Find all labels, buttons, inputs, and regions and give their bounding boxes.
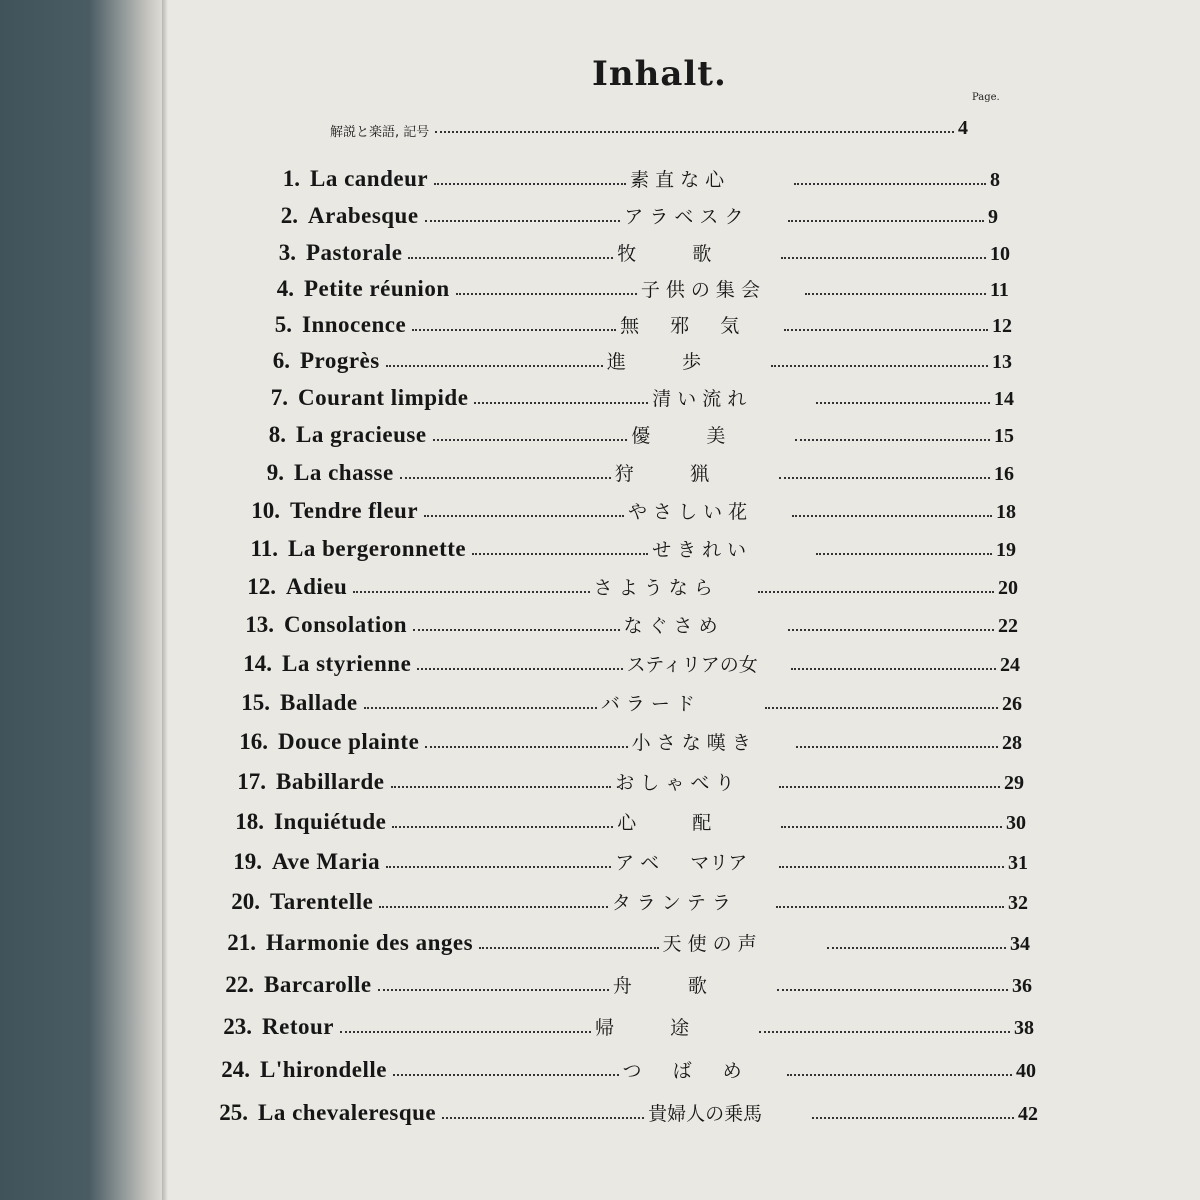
toc-entry [244, 304, 1014, 338]
page-number: 19 [996, 539, 1016, 561]
dot-leader [779, 786, 1000, 788]
book-binding [0, 0, 162, 1200]
dot-leader [424, 515, 624, 517]
toc-entry [218, 490, 1018, 524]
document-page [162, 0, 1200, 1200]
entry-japanese-title: 狩 猟 [614, 463, 709, 485]
entry-japanese-title: 無 邪 気 [620, 315, 740, 337]
dot-leader [474, 402, 648, 404]
dot-leader [781, 826, 1002, 828]
dot-leader [779, 866, 1004, 868]
page-number: 32 [1008, 892, 1029, 914]
entry-number: 16. [239, 729, 268, 754]
toc-entry [202, 801, 1028, 835]
toc-entry [198, 881, 1030, 915]
dot-leader [413, 629, 619, 631]
toc-entry [248, 232, 1012, 266]
entry-title: Babillarde [276, 769, 385, 794]
entry-number: 19. [233, 849, 262, 874]
dot-leader [434, 183, 626, 185]
page-number: 40 [1016, 1060, 1036, 1082]
entry-title: La gracieuse [296, 422, 427, 447]
intro-label: 解説と楽語, 記号 [330, 125, 430, 140]
page-column-label: Page. [972, 92, 1000, 103]
entry-title: La bergeronnette [288, 536, 467, 561]
dot-leader [788, 220, 984, 222]
dot-leader [408, 257, 613, 259]
entry-number: 3. [278, 240, 296, 265]
entry-title: La candeur [310, 166, 429, 191]
entry-title: Retour [262, 1014, 334, 1039]
dot-leader [758, 591, 994, 593]
dot-leader [795, 439, 990, 441]
page-number: 10 [990, 243, 1010, 265]
dot-leader [794, 183, 986, 185]
entry-number: 4. [276, 276, 294, 301]
toc-entry [194, 922, 1032, 956]
entry-japanese-title: つ ば め [622, 1060, 742, 1082]
entry-title: La styrienne [282, 651, 412, 676]
entry-japanese-title: さ よ う な ら [593, 577, 713, 599]
dot-leader [479, 947, 658, 949]
dot-leader [386, 365, 603, 367]
entry-number: 14. [243, 651, 272, 676]
entry-number: 12. [247, 574, 276, 599]
entry-title: La chasse [294, 460, 394, 485]
dot-leader [779, 477, 990, 479]
entry-title: La chevaleresque [258, 1100, 437, 1125]
dot-leader [788, 629, 994, 631]
dot-leader [791, 668, 996, 670]
entry-title: Tendre fleur [290, 498, 419, 523]
entry-number: 11. [250, 536, 278, 561]
entry-japanese-title: 帰 途 [595, 1017, 690, 1039]
page-number: 9 [988, 206, 998, 228]
toc-entry [190, 1006, 1036, 1040]
toc-entry [216, 528, 1018, 562]
page-number: 36 [1012, 975, 1032, 997]
entry-japanese-title: タ ラ ン テ ラ [611, 892, 731, 914]
entry-number: 10. [251, 498, 280, 523]
entry-japanese-title: ア ラ ベ ス ク [624, 206, 744, 228]
entry-number: 21. [227, 930, 256, 955]
dot-leader [378, 989, 609, 991]
page-number: 12 [992, 315, 1013, 337]
dot-leader [442, 1117, 644, 1119]
entry-title: Douce plainte [278, 729, 420, 754]
entry-title: Pastorale [306, 240, 403, 265]
page-number: 24 [1000, 654, 1020, 676]
toc-entry [246, 268, 1012, 302]
entry-japanese-title: ア ベ マリア [615, 852, 748, 874]
dot-leader [784, 329, 988, 331]
entry-japanese-title: せ き れ い [652, 539, 747, 561]
entry-japanese-title: 清 い 流 れ [652, 388, 747, 410]
toc-entry [188, 1049, 1038, 1083]
page-number: 11 [990, 279, 1009, 301]
page-number: 28 [1002, 732, 1022, 754]
entry-number: 13. [245, 612, 274, 637]
page-number: 34 [1010, 933, 1030, 955]
entry-title: Progrès [300, 348, 380, 373]
entry-number: 7. [270, 385, 288, 410]
page-number: 38 [1014, 1017, 1035, 1039]
page-number: 22 [998, 615, 1018, 637]
dot-leader [393, 1074, 619, 1076]
dot-leader [765, 707, 998, 709]
toc-entry [242, 340, 1014, 374]
entry-japanese-title: な ぐ さ め [623, 615, 718, 637]
page-number: 13 [992, 351, 1012, 373]
page-number: 15 [994, 425, 1014, 447]
dot-leader [796, 746, 998, 748]
entry-number: 5. [274, 312, 292, 337]
dot-leader [386, 866, 611, 868]
dot-leader [392, 826, 613, 828]
entry-title: Inquiétude [274, 809, 387, 834]
entry-japanese-title: 進 歩 [606, 351, 701, 373]
toc-entry [210, 643, 1022, 677]
entry-number: 20. [231, 889, 260, 914]
toc-entry [200, 841, 1030, 875]
entry-title: Barcarolle [264, 972, 372, 997]
entry-number: 1. [282, 166, 300, 191]
page-title: Inhalt. [592, 54, 727, 94]
page-number: 18 [996, 501, 1016, 523]
entry-number: 24. [221, 1057, 250, 1082]
page-number: 29 [1004, 772, 1025, 794]
entry-japanese-title: 貴婦人の乗馬 [648, 1103, 763, 1125]
entry-number: 9. [266, 460, 284, 485]
dot-leader [827, 947, 1006, 949]
dot-leader [417, 668, 622, 670]
entry-title: Innocence [302, 312, 407, 337]
entry-japanese-title: 舟 歌 [612, 975, 707, 997]
entry-number: 25. [219, 1100, 248, 1125]
dot-leader [816, 402, 990, 404]
dot-leader [816, 553, 992, 555]
toc-entry [214, 566, 1020, 600]
toc-entry [238, 414, 1016, 448]
entry-japanese-title: 天 使 の 声 [662, 933, 757, 955]
toc-entry [240, 377, 1016, 411]
toc-intro-row [330, 112, 980, 140]
toc-entry [208, 682, 1024, 716]
entry-title: Tarentelle [270, 889, 374, 914]
page-number: 14 [994, 388, 1014, 410]
dot-leader [379, 906, 607, 908]
dot-leader [781, 257, 986, 259]
entry-title: Ave Maria [272, 849, 381, 874]
entry-number: 8. [268, 422, 286, 447]
toc-entry [204, 761, 1026, 795]
entry-japanese-title: 心 配 [617, 812, 712, 834]
entry-japanese-title: 子 供 の 集 会 [640, 279, 760, 301]
entry-number: 6. [272, 348, 290, 373]
entry-japanese-title: 小 さ な 嘆 き [631, 732, 751, 754]
entry-title: Harmonie des anges [266, 930, 474, 955]
dot-leader [759, 1031, 1010, 1033]
entry-number: 23. [223, 1014, 252, 1039]
dot-leader [391, 786, 612, 788]
dot-leader [787, 1074, 1013, 1076]
dot-leader [400, 477, 611, 479]
toc-entry [192, 964, 1034, 998]
entry-number: 15. [241, 690, 270, 715]
dot-leader [412, 329, 616, 331]
dot-leader [433, 439, 628, 441]
entry-number: 2. [280, 203, 298, 228]
page-number: 20 [998, 577, 1019, 599]
entry-japanese-title: 優 美 [631, 425, 726, 447]
entry-japanese-title: バ ラ ー ド [600, 693, 695, 715]
toc-entry [186, 1092, 1040, 1126]
toc-entry [206, 721, 1024, 755]
entry-title: Petite réunion [304, 276, 450, 301]
dot-leader [812, 1117, 1014, 1119]
toc-entry [212, 604, 1020, 638]
dot-leader [777, 989, 1008, 991]
entry-number: 17. [237, 769, 266, 794]
dot-leader [805, 293, 986, 295]
entry-japanese-title: お し ゃ べ り [615, 772, 735, 794]
page-number: 42 [1018, 1103, 1038, 1125]
page-number: 4 [958, 117, 968, 139]
dot-leader [425, 746, 627, 748]
dot-leader [340, 1031, 591, 1033]
dot-leader [792, 515, 992, 517]
entry-japanese-title: や さ し い 花 [628, 501, 748, 523]
entry-number: 18. [235, 809, 264, 834]
dot-leader [776, 906, 1004, 908]
dot-leader [353, 591, 589, 593]
entry-japanese-title: スティリアの女 [626, 654, 758, 676]
entry-title: L'hirondelle [260, 1057, 387, 1082]
page-number: 16 [994, 463, 1015, 485]
entry-title: Adieu [286, 574, 348, 599]
dot-leader [456, 293, 637, 295]
entry-title: Courant limpide [298, 385, 469, 410]
table-of-contents [162, 0, 1200, 1200]
entry-title: Arabesque [308, 203, 419, 228]
page-number: 26 [1002, 693, 1022, 715]
dot-leader [472, 553, 648, 555]
entry-japanese-title: 素 直 な 心 [630, 169, 725, 191]
page-number: 31 [1008, 852, 1029, 874]
dot-leader [425, 220, 621, 222]
dot-leader [364, 707, 597, 709]
entry-japanese-title: 牧 歌 [617, 243, 712, 265]
entry-number: 22. [225, 972, 254, 997]
entry-title: Consolation [284, 612, 408, 637]
page-number: 30 [1006, 812, 1026, 834]
dot-leader [771, 365, 988, 367]
toc-entry [236, 452, 1016, 486]
toc-entry [252, 158, 1012, 192]
page-number: 8 [990, 169, 1000, 191]
entry-title: Ballade [280, 690, 358, 715]
toc-entry [250, 195, 1010, 229]
dot-leader [435, 131, 954, 133]
